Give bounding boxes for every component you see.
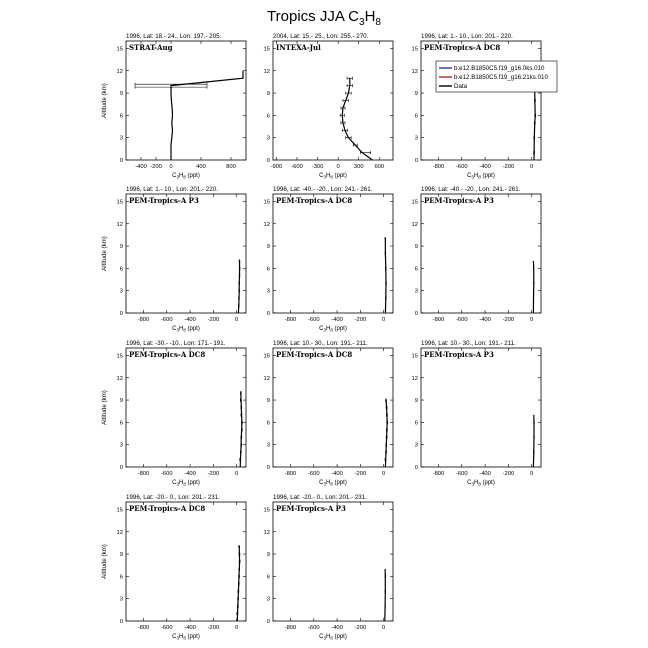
panel-header: 1996, Lat: 18.- 24., Lon: 197.- 205.	[126, 33, 222, 40]
y-tick-label: 3	[119, 596, 123, 603]
y-axis-label: Altitude (km)	[101, 544, 108, 579]
y-tick-label: 9	[119, 91, 123, 98]
y-tick-label: 12	[116, 221, 123, 228]
y-tick-label: 0	[119, 619, 123, 625]
y-tick-label: 12	[116, 68, 123, 75]
y-tick-label: 6	[414, 420, 418, 427]
y-tick-label: 12	[411, 375, 418, 382]
y-tick-label: 3	[414, 135, 418, 142]
panel-tag: INTEXA-Jul	[276, 43, 321, 52]
y-axis-label: Altitude (km)	[101, 390, 108, 425]
panel-header: 1996, Lat: -20.- 0., Lon: 201.- 231.	[273, 494, 367, 501]
x-tick-label: -200	[207, 317, 220, 323]
y-tick-label: 3	[414, 442, 418, 449]
plot-frame	[273, 41, 393, 160]
y-tick-label: 0	[266, 311, 270, 317]
y-tick-label: 3	[266, 596, 270, 603]
x-axis-label: $C_3H_8$ (ppt)	[319, 326, 347, 333]
y-tick-label: 3	[414, 288, 418, 295]
x-axis-label: $C_3H_8$ (ppt)	[172, 634, 200, 641]
y-tick-label: 9	[266, 244, 270, 251]
plot-frame	[421, 41, 541, 160]
y-tick-label: 0	[414, 465, 418, 471]
x-tick-label: 0	[530, 317, 534, 323]
x-tick-label: -800	[284, 625, 297, 631]
y-tick-label: 9	[119, 398, 123, 405]
y-tick-label: 15	[263, 199, 270, 206]
x-tick-label: -400	[331, 625, 343, 631]
x-tick-label: -400	[184, 317, 196, 323]
panel-5	[264, 186, 393, 333]
x-tick-label: -400	[331, 317, 343, 323]
panel-tag: PEM-Tropics-A DC8	[129, 350, 206, 359]
panel-tag: PEM-Tropics-A P3	[424, 350, 494, 359]
y-tick-label: 0	[119, 311, 123, 317]
x-tick-label: -800	[432, 164, 445, 170]
panel-4	[101, 186, 246, 333]
x-tick-label: -400	[479, 317, 491, 323]
x-tick-label: -400	[184, 471, 196, 477]
x-tick-label: -200	[502, 317, 515, 323]
x-tick-label: -200	[502, 164, 515, 170]
x-tick-label: -800	[137, 317, 150, 323]
y-tick-label: 12	[263, 68, 270, 75]
figure-title-main: Tropics JJA C	[267, 8, 359, 25]
y-tick-label: 3	[119, 288, 123, 295]
x-axis-label: $C_3H_8$ (ppt)	[467, 480, 495, 487]
x-tick-label: 0	[235, 471, 239, 477]
x-tick-label: -600	[160, 471, 173, 477]
panel-9	[412, 340, 541, 487]
series-line-data	[533, 415, 534, 467]
panel-header: 1996, Lat: -30.- -10., Lon: 171.- 191.	[126, 340, 226, 347]
panel-header: 1996, Lat: 1.- 10., Lon: 201.- 220.	[126, 186, 218, 193]
panel-8	[264, 340, 393, 487]
x-tick-label: -400	[331, 471, 343, 477]
y-tick-label: 9	[414, 91, 418, 98]
panel-tag: PEM-Tropics-A P3	[424, 196, 494, 205]
y-tick-label: 15	[116, 46, 123, 53]
y-tick-label: 15	[263, 507, 270, 514]
y-tick-label: 3	[119, 442, 123, 449]
x-tick-label: -900	[270, 164, 283, 170]
y-tick-label: 3	[266, 442, 270, 449]
x-tick-label: -600	[307, 471, 320, 477]
figure-title-sub2: 8	[375, 17, 381, 28]
panel-header: 1996, Lat: 1.- 10., Lon: 201.- 220.	[421, 33, 513, 40]
x-axis-label: $C_3H_8$ (ppt)	[172, 480, 200, 487]
x-tick-label: -800	[137, 625, 150, 631]
y-tick-label: 3	[119, 135, 123, 142]
y-tick-label: 6	[119, 574, 123, 581]
x-tick-label: 0	[530, 164, 534, 170]
y-tick-label: 6	[119, 113, 123, 120]
x-tick-label: -400	[184, 625, 196, 631]
y-tick-label: 0	[266, 465, 270, 471]
panel-7	[101, 340, 246, 487]
y-tick-label: 15	[263, 353, 270, 360]
x-tick-label: -400	[135, 164, 147, 170]
y-tick-label: 3	[266, 135, 270, 142]
panel-header: 1996, Lat: -20.- 0., Lon: 201.- 231.	[126, 494, 220, 501]
y-tick-label: 12	[116, 529, 123, 536]
x-tick-label: -600	[455, 471, 468, 477]
y-tick-label: 12	[411, 221, 418, 228]
y-tick-label: 6	[266, 420, 270, 427]
x-tick-label: -200	[354, 625, 367, 631]
x-tick-label: 0	[336, 164, 340, 170]
y-tick-label: 12	[116, 375, 123, 382]
y-tick-label: 15	[116, 507, 123, 514]
panel-10	[101, 494, 246, 641]
x-axis-label: $C_3H_8$ (ppt)	[319, 480, 347, 487]
y-tick-label: 6	[119, 266, 123, 273]
panel-2	[264, 33, 393, 180]
x-tick-label: -800	[432, 471, 445, 477]
y-tick-label: 15	[411, 46, 418, 53]
y-tick-label: 9	[266, 91, 270, 98]
plot-frame	[273, 502, 393, 621]
x-axis-label: $C_3H_8$ (ppt)	[467, 173, 495, 180]
series-line-data	[385, 239, 386, 313]
panel-6	[412, 186, 541, 323]
legend-label: b.e12.B1850C5.f19_g16.21ks.010	[454, 74, 548, 81]
y-tick-label: 0	[414, 158, 418, 164]
x-tick-label: -600	[160, 317, 173, 323]
x-tick-label: -300	[311, 164, 324, 170]
figure-title-mid: H	[364, 8, 376, 25]
panel-header: 1996, Lat: 10.- 30., Lon: 191.- 211.	[273, 340, 368, 347]
panel-header: 1996, Lat: 10.- 30., Lon: 191.- 211.	[421, 340, 516, 347]
y-tick-label: 6	[266, 574, 270, 581]
x-tick-label: -200	[207, 625, 220, 631]
x-tick-label: 600	[374, 164, 385, 170]
series-line-data	[385, 400, 387, 467]
figure-title-sub1: 3	[359, 17, 365, 28]
x-axis-label: $C_3H_8$ (ppt)	[319, 634, 347, 641]
y-tick-label: 9	[119, 244, 123, 251]
x-tick-label: 0	[530, 471, 534, 477]
y-tick-label: 12	[411, 68, 418, 75]
plot-frame	[421, 194, 541, 313]
y-tick-label: 0	[119, 465, 123, 471]
y-tick-label: 9	[414, 398, 418, 405]
y-tick-label: 0	[119, 158, 123, 164]
panel-tag: PEM-Tropics-A DC8	[276, 350, 353, 359]
plot-frame	[126, 194, 246, 313]
x-tick-label: 0	[169, 164, 173, 170]
y-tick-label: 9	[266, 552, 270, 559]
panel-header: 1996, Lat: -40.- -20., Lon: 241.- 261.	[421, 186, 521, 193]
panel-header: 2004, Lat: 15.- 25., Lon: 255.- 270.	[273, 33, 369, 40]
plot-frame	[126, 348, 246, 467]
y-tick-label: 0	[414, 311, 418, 317]
x-tick-label: 800	[226, 164, 236, 170]
x-tick-label: 0	[382, 471, 386, 477]
x-tick-label: -200	[502, 471, 515, 477]
series-line-data	[385, 569, 386, 621]
x-tick-label: 0	[382, 317, 386, 323]
x-tick-label: -600	[455, 317, 468, 323]
x-axis-label: $C_3H_8$ (ppt)	[172, 173, 200, 180]
panel-tag: STRAT-Aug	[129, 43, 173, 52]
x-tick-label: -200	[207, 471, 220, 477]
panel-tag: PEM-Tropics-A DC8	[129, 504, 206, 513]
x-axis-label: $C_3H_8$ (ppt)	[172, 326, 200, 333]
y-tick-label: 15	[411, 199, 418, 206]
plot-frame	[421, 348, 541, 467]
plot-frame	[126, 502, 246, 621]
x-tick-label: 0	[235, 317, 239, 323]
panel-tag: PEM-Tropics-A P3	[276, 504, 346, 513]
x-axis-label: $C_3H_8$ (ppt)	[319, 173, 347, 180]
y-tick-label: 15	[116, 353, 123, 360]
legend	[436, 61, 557, 92]
x-tick-label: -600	[307, 317, 320, 323]
plot-frame	[273, 348, 393, 467]
panel-1	[101, 33, 246, 180]
x-tick-label: -600	[455, 164, 468, 170]
panel-tag: PEM-Tropics-A DC8	[424, 43, 501, 52]
y-tick-label: 9	[266, 398, 270, 405]
plot-frame	[126, 41, 246, 160]
x-tick-label: -600	[291, 164, 303, 170]
panel-11	[264, 494, 393, 641]
series-line-data	[342, 78, 372, 160]
x-tick-label: -200	[354, 317, 367, 323]
x-tick-label: 300	[353, 164, 364, 170]
legend-label: b.e12.B1850C5.f19_g16.0ks.010	[454, 65, 545, 72]
y-axis-label: Altitude (km)	[101, 236, 108, 271]
x-tick-label: -200	[150, 164, 162, 170]
x-tick-label: -800	[137, 471, 150, 477]
y-tick-label: 12	[263, 221, 270, 228]
y-tick-label: 0	[266, 619, 270, 625]
y-tick-label: 12	[263, 529, 270, 536]
panel-tag: PEM-Tropics-A DC8	[276, 196, 353, 205]
y-tick-label: 0	[266, 158, 270, 164]
x-tick-label: -600	[307, 625, 320, 631]
y-tick-label: 15	[411, 353, 418, 360]
y-tick-label: 6	[414, 266, 418, 273]
y-tick-label: 15	[116, 199, 123, 206]
x-tick-label: 0	[382, 625, 386, 631]
x-tick-label: -600	[160, 625, 173, 631]
y-tick-label: 3	[266, 288, 270, 295]
series-line-data	[240, 393, 242, 467]
x-tick-label: -400	[479, 164, 491, 170]
y-tick-label: 6	[266, 266, 270, 273]
x-tick-label: -200	[354, 471, 367, 477]
panel-3	[412, 33, 541, 180]
x-tick-label: -800	[284, 471, 297, 477]
legend-label: Data	[454, 83, 468, 90]
x-tick-label: 0	[235, 625, 239, 631]
x-tick-label: 400	[196, 164, 206, 170]
x-tick-label: -800	[432, 317, 445, 323]
y-tick-label: 6	[266, 113, 270, 120]
y-axis-label: Altitude (km)	[101, 83, 108, 118]
y-tick-label: 12	[263, 375, 270, 382]
y-tick-label: 9	[119, 552, 123, 559]
y-tick-label: 6	[119, 420, 123, 427]
plot-frame	[273, 194, 393, 313]
x-tick-label: -800	[284, 317, 297, 323]
y-tick-label: 15	[263, 46, 270, 53]
panel-tag: PEM-Tropics-A P3	[129, 196, 199, 205]
y-tick-label: 6	[414, 113, 418, 120]
x-tick-label: -400	[479, 471, 491, 477]
panel-header: 1996, Lat: -40.- -20., Lon: 241.- 261.	[273, 186, 373, 193]
y-tick-label: 9	[414, 244, 418, 251]
series-line-data	[237, 547, 239, 621]
